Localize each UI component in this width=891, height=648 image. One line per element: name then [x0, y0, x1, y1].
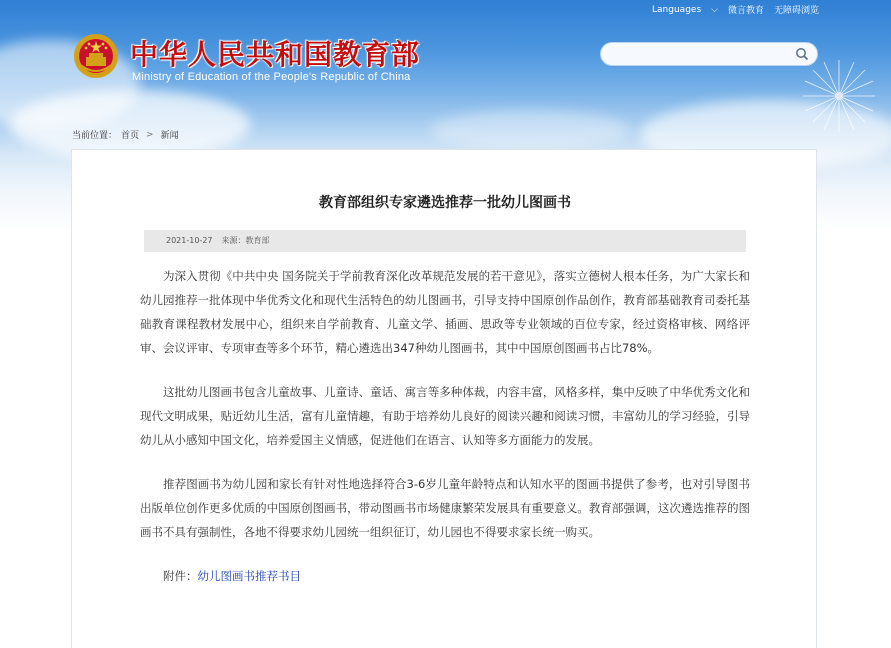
search-input[interactable]: [601, 44, 786, 66]
article-paragraph: 为深入贯彻《中共中央 国务院关于学前教育深化改革规范发展的若干意见》，落实立德树人根本任务，为广大家长和幼儿园推荐一批体现中华优秀文化和现代生活特色的幼儿图画书，引导支持中国原创作品创作，教育部基础教育司委托基础教育课程教材发展中心，组织来自学前教育、儿童文学、插画、思政等专业领域的百位专家，经过资格审核、网络评审、会议评审、专项审查等多个环节，精心遴选出347种幼儿图画书，其中中国原创图画书占比78%。: [140, 269, 750, 355]
breadcrumb-current[interactable]: 新闻: [160, 131, 179, 141]
search-icon[interactable]: [795, 47, 809, 61]
chevron-down-icon[interactable]: ⌵: [711, 4, 718, 15]
breadcrumb-separator: >: [146, 129, 154, 140]
article-source: 来源：教育部: [221, 236, 270, 245]
attachment-label: 附件：: [163, 569, 198, 583]
breadcrumb-home[interactable]: 首页: [121, 131, 140, 141]
article-date: 2021-10-27: [166, 236, 213, 245]
national-emblem-icon[interactable]: [73, 33, 119, 79]
breadcrumb-prefix: 当前位置：: [72, 131, 118, 141]
search-box: [600, 42, 818, 66]
cloud-decoration: [430, 110, 630, 150]
article-paragraph: 这批幼儿图画书包含儿童故事、儿童诗、童话、寓言等多种体裁，内容丰富，风格多样，集中反映了中华优秀文化和现代文明成果，贴近幼儿生活，富有儿童情趣，有助于培养幼儿良好的阅读兴趣和阅读习惯，丰富幼儿的学习经验，引导幼儿从小感知中国文化，培养爱国主义情感，促进他们在语言、认知等多方面能力的发展。: [140, 385, 750, 447]
article-body: [140, 264, 750, 588]
site-subtitle: Ministry of Education of the People's Republic of China: [132, 71, 411, 83]
site-title[interactable]: 中华人民共和国教育部: [130, 38, 421, 71]
article-container: [71, 149, 817, 648]
weibo-link[interactable]: 微言教育: [727, 6, 764, 16]
breadcrumb: [72, 128, 179, 141]
article-title: 教育部组织专家遴选推荐一批幼儿图画书: [319, 195, 571, 211]
article-paragraph: 推荐图画书为幼儿园和家长有针对性地选择符合3-6岁儿童年龄特点和认知水平的图画书提供了参考，也对引导图书出版单位创作更多优质的中国原创图画书，带动图画书市场健康繁荣发展具有重要意义。教育部强调，这次遴选推荐的图画书不具有强制性，各地不得要求幼儿园统一组织征订，幼儿园也不得要求家长统一购买。: [140, 477, 750, 539]
article-meta: [144, 230, 746, 252]
accessible-browsing-link[interactable]: 无障碍浏览: [773, 6, 819, 16]
dandelion-icon: [799, 56, 879, 136]
attachment: [140, 564, 750, 588]
languages-link[interactable]: Languages: [652, 4, 702, 15]
attachment-link[interactable]: 幼儿图画书推荐书目: [197, 569, 301, 583]
top-nav: [652, 3, 819, 16]
